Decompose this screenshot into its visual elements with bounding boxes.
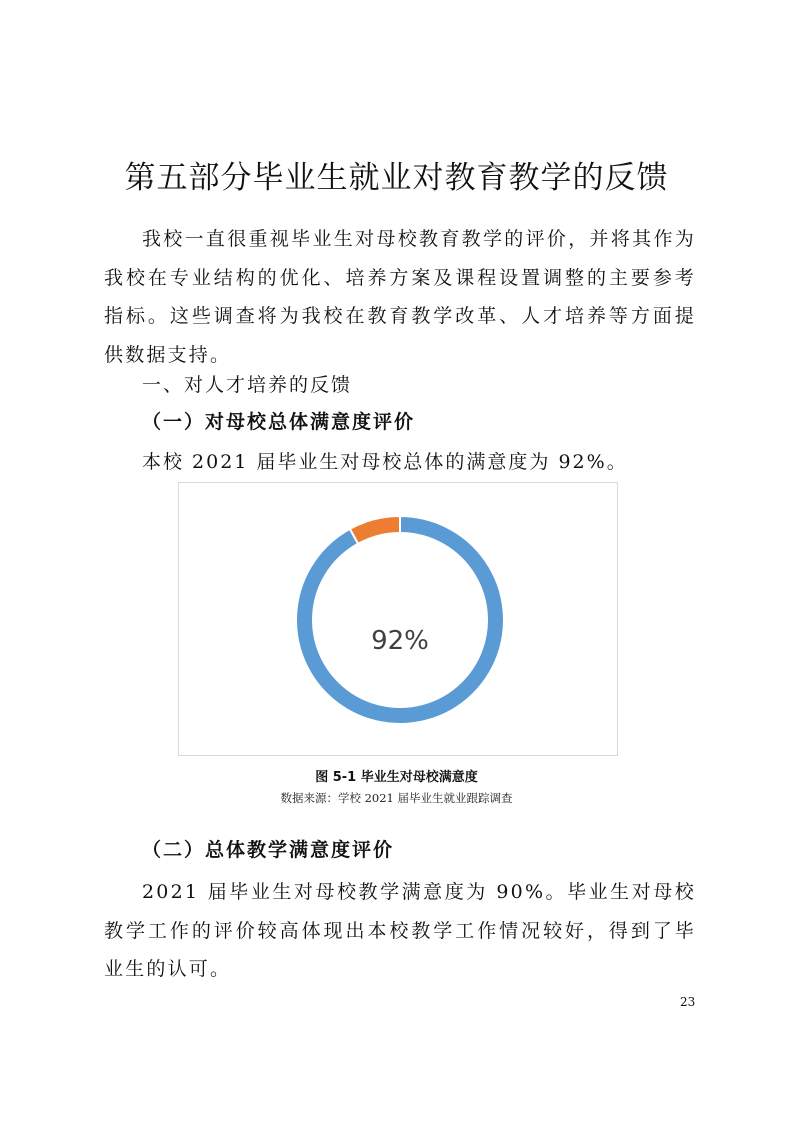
subsection-heading-overall-satisfaction: （一）对母校总体满意度评价 <box>142 411 416 433</box>
donut-slice-satisfied <box>296 516 504 724</box>
page-title: 第五部分毕业生就业对教育教学的反馈 <box>124 160 669 196</box>
donut-slice-unsatisfied <box>350 516 400 544</box>
figure-caption: 图 5-1 毕业生对母校满意度 <box>315 770 478 785</box>
figure-source: 数据来源：学校 2021 届毕业生就业跟踪调查 <box>280 791 513 805</box>
center-percentage-label: 92% <box>371 626 429 656</box>
teaching-satisfaction-paragraph: 2021 届毕业生对母校教学满意度为 90%。毕业生对母校教学工作的评价较高体现出本校教学工作情况较好，得到了毕业生的认可。 <box>104 881 696 980</box>
section-heading: 一、对人才培养的反馈 <box>142 374 353 396</box>
satisfaction-doughnut-chart <box>178 482 618 756</box>
doughnut-chart-svg <box>179 483 617 755</box>
intro-paragraph: 我校一直很重视毕业生对母校教育教学的评价，并将其作为我校在专业结构的优化、培养方案及课程设置调整的主要参考指标。这些调查将为我校在教育教学改革、人才培养等方面提供数据支持。 <box>104 228 696 366</box>
subsection-heading-teaching-satisfaction: （二）总体教学满意度评价 <box>142 839 395 861</box>
page-number: 23 <box>680 995 696 1009</box>
overall-satisfaction-text: 本校 2021 届毕业生对母校总体的满意度为 92%。 <box>142 451 628 473</box>
